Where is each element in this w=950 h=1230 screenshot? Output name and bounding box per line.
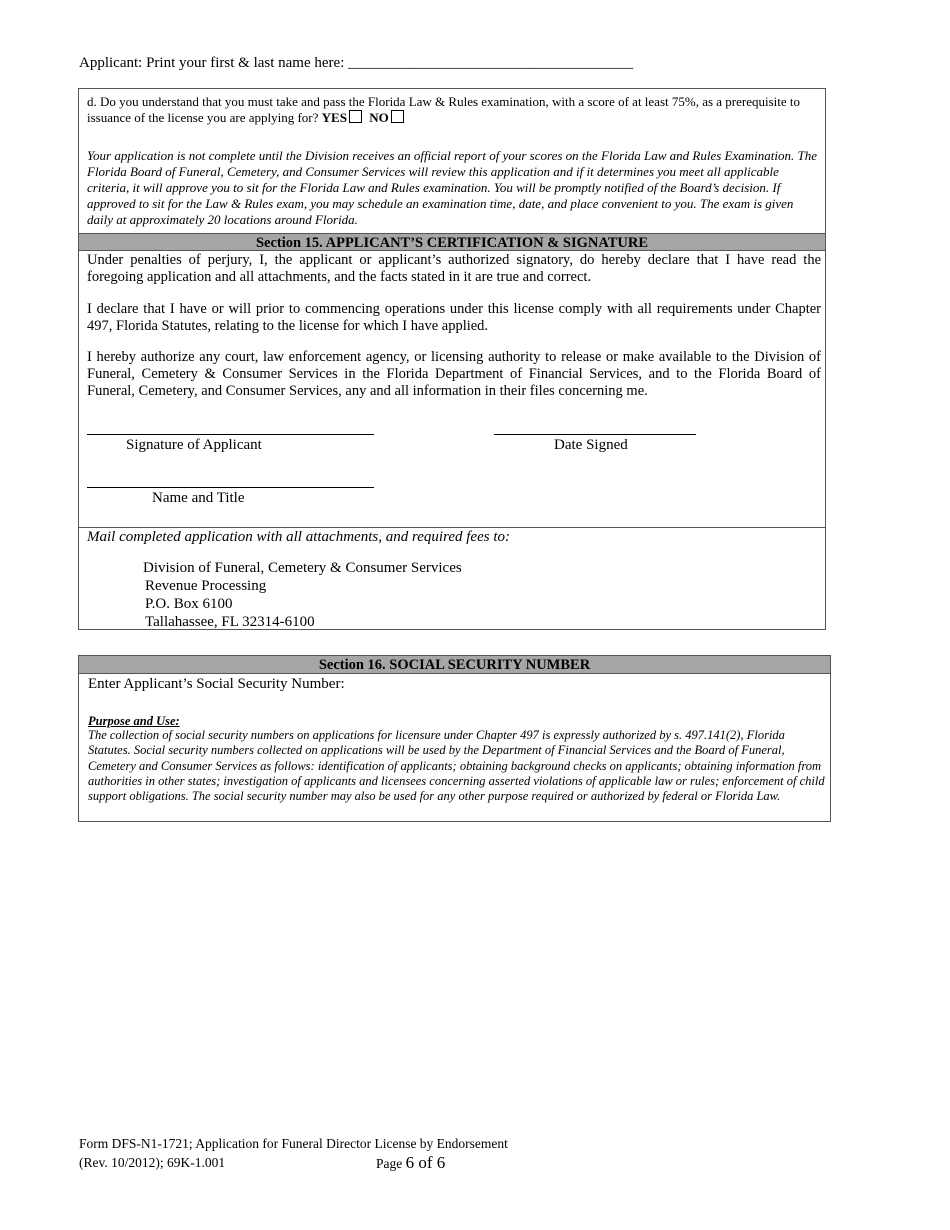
section16-title: Section 16. SOCIAL SECURITY NUMBER — [79, 656, 830, 674]
question-d-text: d. Do you understand that you must take and pass the Florida Law & Rules examination, with a score of at least 75%, as a prerequisite to issuance of the license you are applying for? — [87, 94, 801, 125]
purpose-text: The collection of social security numbers on applications for licensure under Chapter 497 is expressly authorized by s. 497.141(2), Florida Statutes. Social security numbers collected on applications will be used by the Department of Financial Services and the Board of Funeral, Cemetery and Consumer Services as follows: identification of applicants; obtaining background checks on applicants; obtaining information from authorities in other states; investigation of applicants and licensees concerning asserted violations of applicable law or rules; enforcement of child support obligations. The social security number may also be used for any other purpose required or authorized by federal or Florida Law. — [88, 728, 825, 804]
page-number — [376, 1153, 445, 1173]
page-count: 6 of 6 — [405, 1153, 446, 1172]
address-line-3: P.O. Box 6100 — [145, 596, 233, 612]
name-title-label: Name and Title — [152, 490, 245, 506]
yes-checkbox[interactable] — [349, 110, 362, 123]
address-line-2: Revenue Processing — [145, 578, 267, 594]
signature-label: Signature of Applicant — [126, 437, 262, 453]
exam-notice: Your application is not complete until the Division receives an official report of your scores on the Florida Law and Rules Examination. The Florida Board of Funeral, Cemetery, and Consumer Services will review this application and if it determines you meet all applicable criteria, it will approve you to sit for the Florida Law and Rules examination. You will be promptly notified of the Board’s decision. If approved to sit for the Law & Rules exam, you may schedule an examination time, date, and place convenient to you. The exam is given daily at approximately 20 locations around Florida. — [87, 148, 817, 227]
applicant-name-line[interactable]: Applicant: Print your first & last name here: ______________________________________ — [79, 55, 634, 71]
yes-label: YES — [321, 110, 347, 125]
footer-form-line: Form DFS-N1-1721; Application for Funeral Director License by Endorsement — [79, 1136, 508, 1151]
date-signed-label: Date Signed — [554, 437, 628, 453]
page-prefix: Page — [376, 1156, 403, 1171]
certification-para-3: I hereby authorize any court, law enforcement agency, or licensing authority to release or make available to the Division of Funeral, Cemetery & Consumer Services in the Florida Department of Financial Services, and to the Florida Board of Funeral, Cemetery, and Consumer Services, any and all information in their files concerning me. — [87, 349, 821, 399]
signature-line[interactable] — [87, 434, 374, 435]
section15-box — [78, 88, 826, 630]
no-checkbox[interactable] — [391, 110, 404, 123]
date-signed-line[interactable] — [494, 434, 696, 435]
no-label: NO — [369, 110, 389, 125]
address-line-4: Tallahassee, FL 32314-6100 — [145, 614, 315, 630]
purpose-heading: Purpose and Use: — [88, 714, 180, 728]
section16-box — [78, 655, 831, 822]
ssn-label: Enter Applicant’s Social Security Number: — [88, 676, 345, 692]
address-line-1: Division of Funeral, Cemetery & Consumer Services — [143, 560, 462, 576]
footer-rev-line: (Rev. 10/2012); 69K-1.001 — [79, 1155, 226, 1170]
section15-title: Section 15. APPLICANT’S CERTIFICATION & SIGNATURE — [79, 233, 825, 251]
certification-para-1: Under penalties of perjury, I, the applicant or applicant’s authorized signatory, do hereby declare that I have read the foregoing application and all attachments, and the facts stated in it are true and correct. — [87, 252, 821, 285]
name-title-line[interactable] — [87, 487, 374, 488]
question-d — [87, 94, 817, 126]
certification-para-2: I declare that I have or will prior to commencing operations under this license comply with all requirements under Chapter 497, Florida Statutes, relating to the license for which I have applied. — [87, 301, 821, 334]
divider — [79, 527, 825, 528]
mail-instruction: Mail completed application with all attachments, and required fees to: — [87, 529, 510, 545]
